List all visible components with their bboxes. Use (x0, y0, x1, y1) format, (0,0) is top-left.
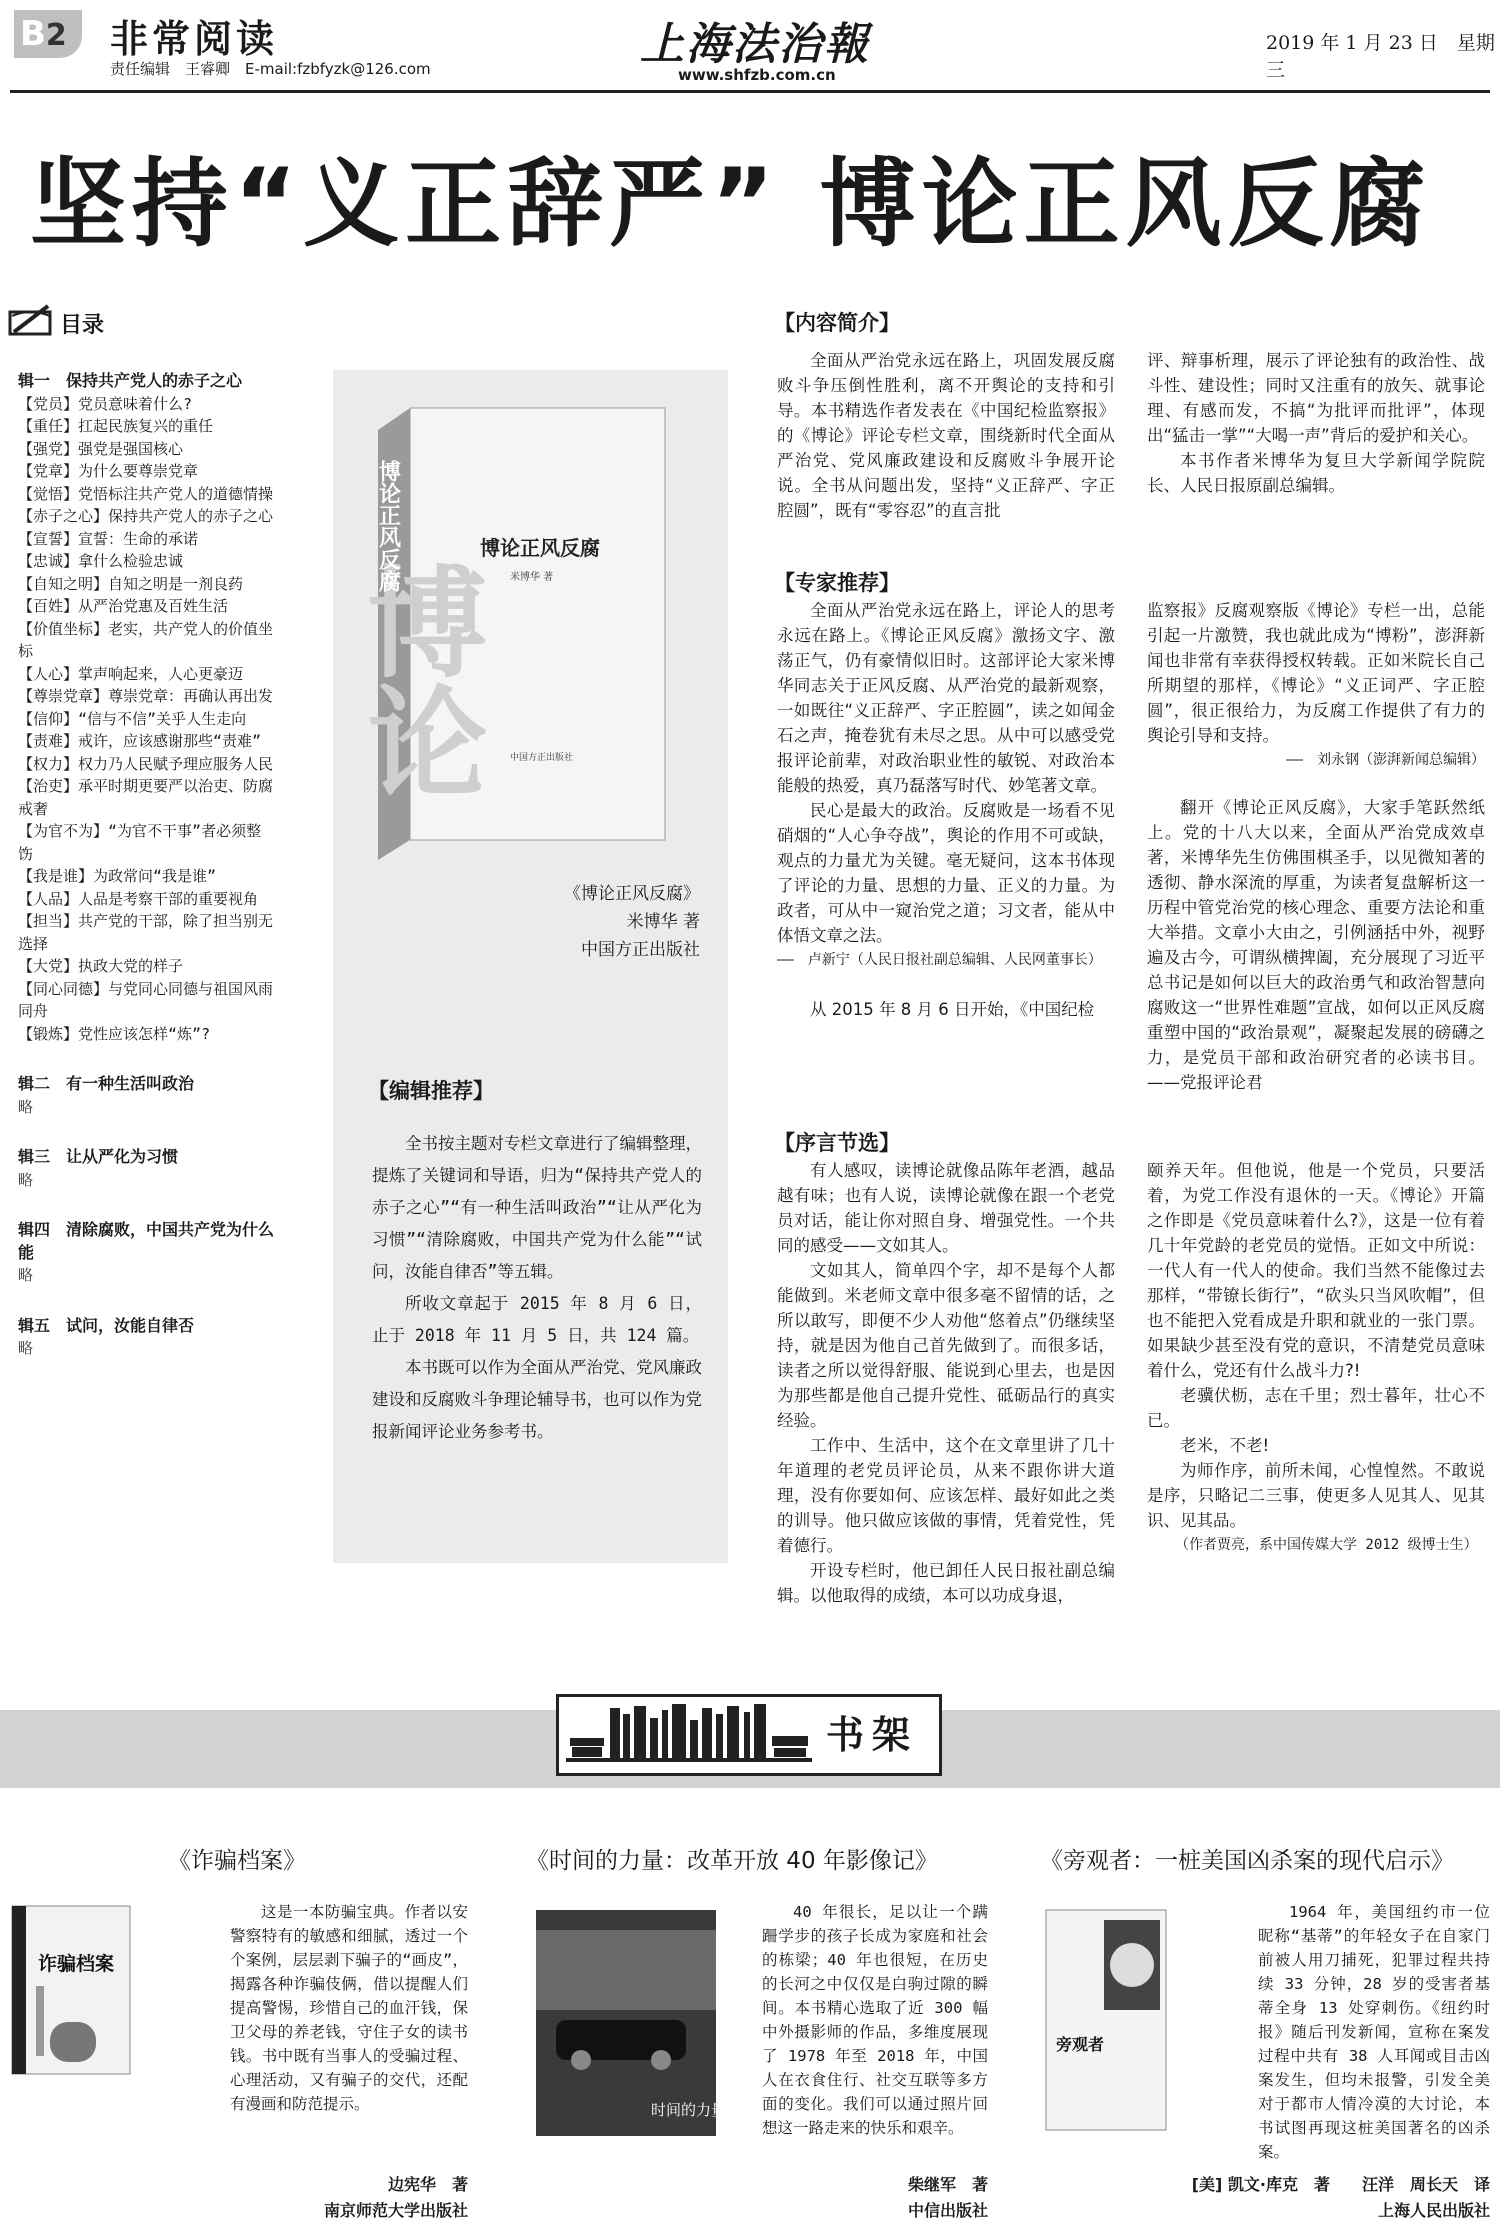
svg-text:诈骗档案: 诈骗档案 (38, 1953, 115, 1975)
svg-text:中国方正出版社: 中国方正出版社 (510, 753, 574, 763)
svg-text:博论正风反腐: 博论正风反腐 (375, 460, 401, 592)
review-3-body: 1964 年，美国纽约市一位昵称“基蒂”的年轻女子在自家门前被人用刀捕死，犯罪过程共持续 33 分钟，28 岁的受害者基蒂全身 13 处穿刺伤。《纽约时报》随后刊发新闻，宣称在案发过程中共有 38 人耳闻或目击凶案发生，但均未报警，引发全美对于都市人情冷漠的大讨论，本书试图再现这桩美国著名的凶杀案。 (1258, 1903, 1490, 2161)
shelf-title: 书架 (826, 1713, 919, 1757)
book-caption-publisher: 中国方正出版社 (581, 940, 700, 960)
review-1-meta: 边宪华 著 南京师范大学出版社 (323, 2175, 468, 2220)
review-1-title: 《诈骗档案》 (168, 1848, 306, 1874)
toc-item: 【信仰】“信与不信”关乎人生走向 (18, 709, 247, 728)
toc-chapter: 辑二 有一种生活叫政治 (18, 1074, 195, 1093)
toc-item: 【党章】为什么要尊崇党章 (18, 462, 199, 480)
preface-col-1: 有人感叹，读博论就像品陈年老酒，越品越有味；也有人说，读博论就像在跟一个老党员对话，能让你对照自身、增强党性。一个共同的感受——文如其人。 文如其人，简单四个字，却不是每个人都能做到。米老师文章中很多毫不留情的话，之所以敢写，即便不少人劝他“悠着点”仍继续坚持，就是因为他自己首先做到了。而很多话，读者之所以觉得舒服、能说到心里去，也是因为那些都是他自己提升党性、砥砺品行的真实经验。 工作中、生活中，这个在文章里讲了几十年道理的老党员评论员，从来不跟你讲大道理，没有你要如何、应该怎样、最好如此之类的训导。他只做应该做的事情，凭着党性，凭着德行。 开设专栏时，他已卸任人民日报社副总编辑。以他取得的成绩，本可以功成身退， (777, 1161, 1115, 1605)
review-3-cover (1046, 1910, 1166, 2130)
review-2-title: 《时间的力量：改革开放 40 年影像记》 (526, 1848, 938, 1874)
svg-text:米博华 著: 米博华 著 (510, 572, 554, 583)
bookshelf-icon (566, 1700, 812, 1764)
page-headline: 坚持“义正辞严” 博论正风反腐 (30, 148, 1432, 260)
toc-chapter: 辑五 试问，汝能自律否 (18, 1315, 195, 1335)
toc-item: 【人品】人品是考察干部的重要视角 (18, 889, 259, 908)
toc-item: 【责难】戒许，应该感谢那些“责难” (18, 732, 262, 750)
intro-col-2: 评、辩事析理，展示了评论独有的政治性、战斗性、建设性；同时又注重有的放矢、就事论理、有感而发，不搞“为批评而批评”，体现出“猛击一掌”“大喝一声”背后的爱护和关心。 本书作者米博华为复旦大学新闻学院院长、人民日报原副总编辑。 (1147, 351, 1485, 495)
toc-item: 【我是谁】为政常问“我是谁” (18, 867, 217, 885)
toc-item: 【自知之明】自知之明是一剂良药 (18, 574, 244, 593)
review-2-cover (536, 1910, 727, 2136)
toc-item: 【为官不为】“为官不干事”者必须整饬 (18, 822, 262, 863)
book-cover-image (347, 400, 670, 860)
toc-item: 【同心同德】与党同心同德与祖国风雨同舟 (18, 979, 274, 1020)
editor-recommend-heading: 【编辑推荐】 (368, 1079, 494, 1103)
svg-text:旁观者: 旁观者 (1056, 2035, 1105, 2054)
toc-item: 略 (18, 1339, 34, 1357)
toc-item: 【锻炼】党性应该怎样“炼”? (18, 1024, 211, 1043)
preface-heading: 【序言节选】 (774, 1131, 900, 1155)
toc-item: 【重任】扛起民族复兴的重任 (18, 417, 214, 435)
newspaper-logo: 上海法治報 (640, 19, 870, 70)
review-2-body: 40 年很长，足以让一个蹒跚学步的孩子长成为家庭和社会的栋梁；40 年也很短，在历史的长河之中仅仅是白驹过隙的瞬间。本书精心选取了近 300 幅中外摄影师的作品，多维度展现了 1978 年至 2018 年，中国人在衣食住行、社交互联等多方面的变化。我们可以通过照片回想这一路走来的快乐和艰辛。 (762, 1903, 988, 2137)
toc-item: 【权力】权力乃人民赋予理应服务人民 (18, 754, 274, 773)
toc-item: 略 (18, 1266, 34, 1284)
expert-col-1: 全面从严治党永远在路上，评论人的思考永远在路上。《博论正风反腐》激扬文字、激荡正气，仍有豪情似旧时。这部评论大家米博华同志关于正风反腐、从严治党的最新观察，一如既往“义正辞严、字正腔圆”，读之如闻金石之声，掩卷犹有未尽之思。从中可以感受党报评论前辈，对政治职业性的敏锐、对政治本能般的热爱，真乃磊落写时代、妙笔著文章。 民心是最大的政治。反腐败是一场看不见硝烟的“人心争夺战”，舆论的作用不可或缺，观点的力量尤为关键。毫无疑问，这本书体现了评论的力量、思想的力量、正义的力量。为政者，可从中一窥治党之道；习文者，能从中体悟文章之法。 —— 卢新宁（人民日报社副总编辑、人民网董事长） 从 2015 年 8 月 6 日开始，《中国纪检 (777, 601, 1115, 1019)
expert-heading: 【专家推荐】 (774, 571, 900, 595)
svg-text:时间的力量: 时间的力量 (651, 2101, 727, 2119)
intro-heading: 【内容简介】 (774, 311, 900, 335)
review-2-meta: 柴继军 著 中信出版社 (907, 2175, 988, 2220)
toc-item: 【强党】强党是强国核心 (18, 439, 184, 458)
masthead-rule (10, 90, 1490, 93)
toc-item: 【治吏】承平时期更要严以治吏、防腐戒奢 (18, 777, 274, 818)
toc-item: 略 (18, 1170, 34, 1189)
toc-chapter: 辑四 清除腐败，中国共产党为什么能 (18, 1220, 275, 1262)
book-caption (560, 880, 700, 964)
toc-item: 【觉悟】党悟标注共产党人的道德情操 (18, 484, 274, 503)
expert-col-2: 监察报》反腐观察版《博论》专栏一出，总能引起一片激赞，我也就此成为“博粉”，澎湃新闻也非常有幸获得授权转载。正如米院长自己所期望的那样，《博论》“义正词严、字正腔圆”，很正很给力，为反腐工作提供了有力的舆论引导和支持。 —— 刘永钢（澎湃新闻总编辑） 翻开《博论正风反腐》，大家手笔跃然纸上。党的十八大以来，全面从严治党成效卓著，米博华先生仿佛围棋圣手，以见微知著的透彻、静水深流的厚重，为读者复盘解析这一历程中管党治党的核心理念、重要方法论和重大举措。文章小大由之，引例涵括中外，视野遍及古今，可谓纵横捭阖，充分展现了习近平总书记是如何以巨大的政治勇气和政治智慧向腐败这一“世界性难题”宣战，如何以正风反腐重塑中国的“政治景观”，凝聚起发展的磅礴之力，是党员干部和政治研究者的必读书目。——党报评论君 (1147, 601, 1485, 1092)
toc-item: 【忠诚】拿什么检验忠诚 (18, 552, 184, 570)
page-number-badge: B2 (14, 10, 82, 58)
website-link[interactable]: www.shfzb.com.cn (678, 66, 836, 84)
book-caption-title: 《博论正风反腐》 (564, 884, 700, 904)
toc-item: 【人心】掌声响起来，人心更豪迈 (18, 664, 244, 683)
toc-item: 【百姓】从严治党惠及百姓生活 (18, 597, 229, 615)
pen-book-icon (8, 302, 56, 336)
toc-item: 【宣誓】宣誓：生命的承诺 (18, 529, 199, 548)
editor-line: 责任编辑 王睿卿 E-mail:fzbfyzk@126.com (110, 60, 431, 78)
table-of-contents (18, 370, 274, 1378)
cover-big-chars: 博论 (347, 560, 489, 800)
svg-text:博论正风反腐: 博论正风反腐 (480, 536, 600, 560)
toc-item: 【尊崇党章】尊崇党章：再确认再出发 (18, 687, 274, 705)
toc-item: 【担当】共产党的干部，除了担当别无选择 (18, 912, 274, 953)
toc-item: 略 (18, 1097, 34, 1116)
toc-item: 【价值坐标】老实，共产党人的价值坐标 (18, 619, 274, 660)
book-caption-author: 米博华 著 (626, 912, 700, 932)
toc-chapter: 辑一 保持共产党人的赤子之心 (18, 371, 243, 390)
review-1-body: 这是一本防骗宝典。作者以安警察特有的敏感和细腻，透过一个个案例，层层剥下骗子的“画皮”，揭露各种诈骗伎俩，借以提醒人们提高警惕，珍惜自己的血汗钱，保卫父母的养老钱，守住子女的读书钱。书中既有当事人的受骗过程、心理活动，又有骗子的交代，还配有漫画和防范提示。 (230, 1903, 468, 2113)
issue-date: 2019 年 1 月 23 日 星期三 (1266, 32, 1495, 81)
section-title: 非常阅读 (110, 17, 279, 61)
toc-chapter: 辑三 让从严化为习惯 (18, 1147, 179, 1166)
preface-col-2: 颐养天年。但他说，他是一个党员，只要活着，为党工作没有退休的一天。《博论》开篇之作即是《党员意味着什么?》，这是一位有着几十年党龄的老党员的觉悟。正如文中所说：一代人有一代人的使命。我们当然不能像过去那样，“带镣长街行”，“砍头只当风吹帽”，但也不能把入党看成是升职和就业的一张门票。如果缺少甚至没有党的意识，不清楚党员意味着什么，党还有什么战斗力?! 老骥伏枥，志在千里；烈士暮年，壮心不已。 老米，不老! 为师作序，前所未闻，心惶惶然。不敢说是序，只略记二三事，使更多人见其人、见其识、见其品。 （作者贾亮，系中国传媒大学 2012 级博士生） (1147, 1161, 1485, 1553)
review-3-title: 《旁观者：一桩美国凶杀案的现代启示》 (1040, 1848, 1454, 1874)
toc-item: 【赤子之心】保持共产党人的赤子之心 (18, 507, 274, 525)
editor-recommend-body: 全书按主题对专栏文章进行了编辑整理，提炼了关键词和导语，归为“保持共产党人的赤子之心”“有一种生活叫政治”“让从严化为习惯”“清除腐败，中国共产党为什么能”“试问，汝能自律否”等五辑。 所收文章起于 2015 年 8 月 6 日，止于 2018 年 11 月 5 日，共 124 篇。 本书既可以作为全面从严治党、党风廉政建设和反腐败斗争理论辅导书，也可以作为党报新闻评论业务参考书。 (372, 1134, 702, 1441)
toc-item: 【大党】执政大党的样子 (18, 957, 184, 975)
review-1-cover (12, 1906, 130, 2074)
intro-col-1: 全面从严治党永远在路上，巩固发展反腐败斗争压倒性胜利，离不开舆论的支持和引导。本书精选作者发表在《中国纪检监察报》的《博论》评论专栏文章，围绕新时代全面从严治党、党风廉政建设和反腐败斗争展开论说。全书从问题出发，坚持“义正辞严、字正腔圆”，既有“零容忍”的直言批 (777, 351, 1115, 520)
review-3-meta: [美] 凯文·库克 著 汪洋 周长天 译 上海人民出版社 (1191, 2175, 1490, 2220)
toc-item: 【党员】党员意味着什么? (18, 394, 193, 413)
toc-heading: 目录 (60, 313, 105, 338)
